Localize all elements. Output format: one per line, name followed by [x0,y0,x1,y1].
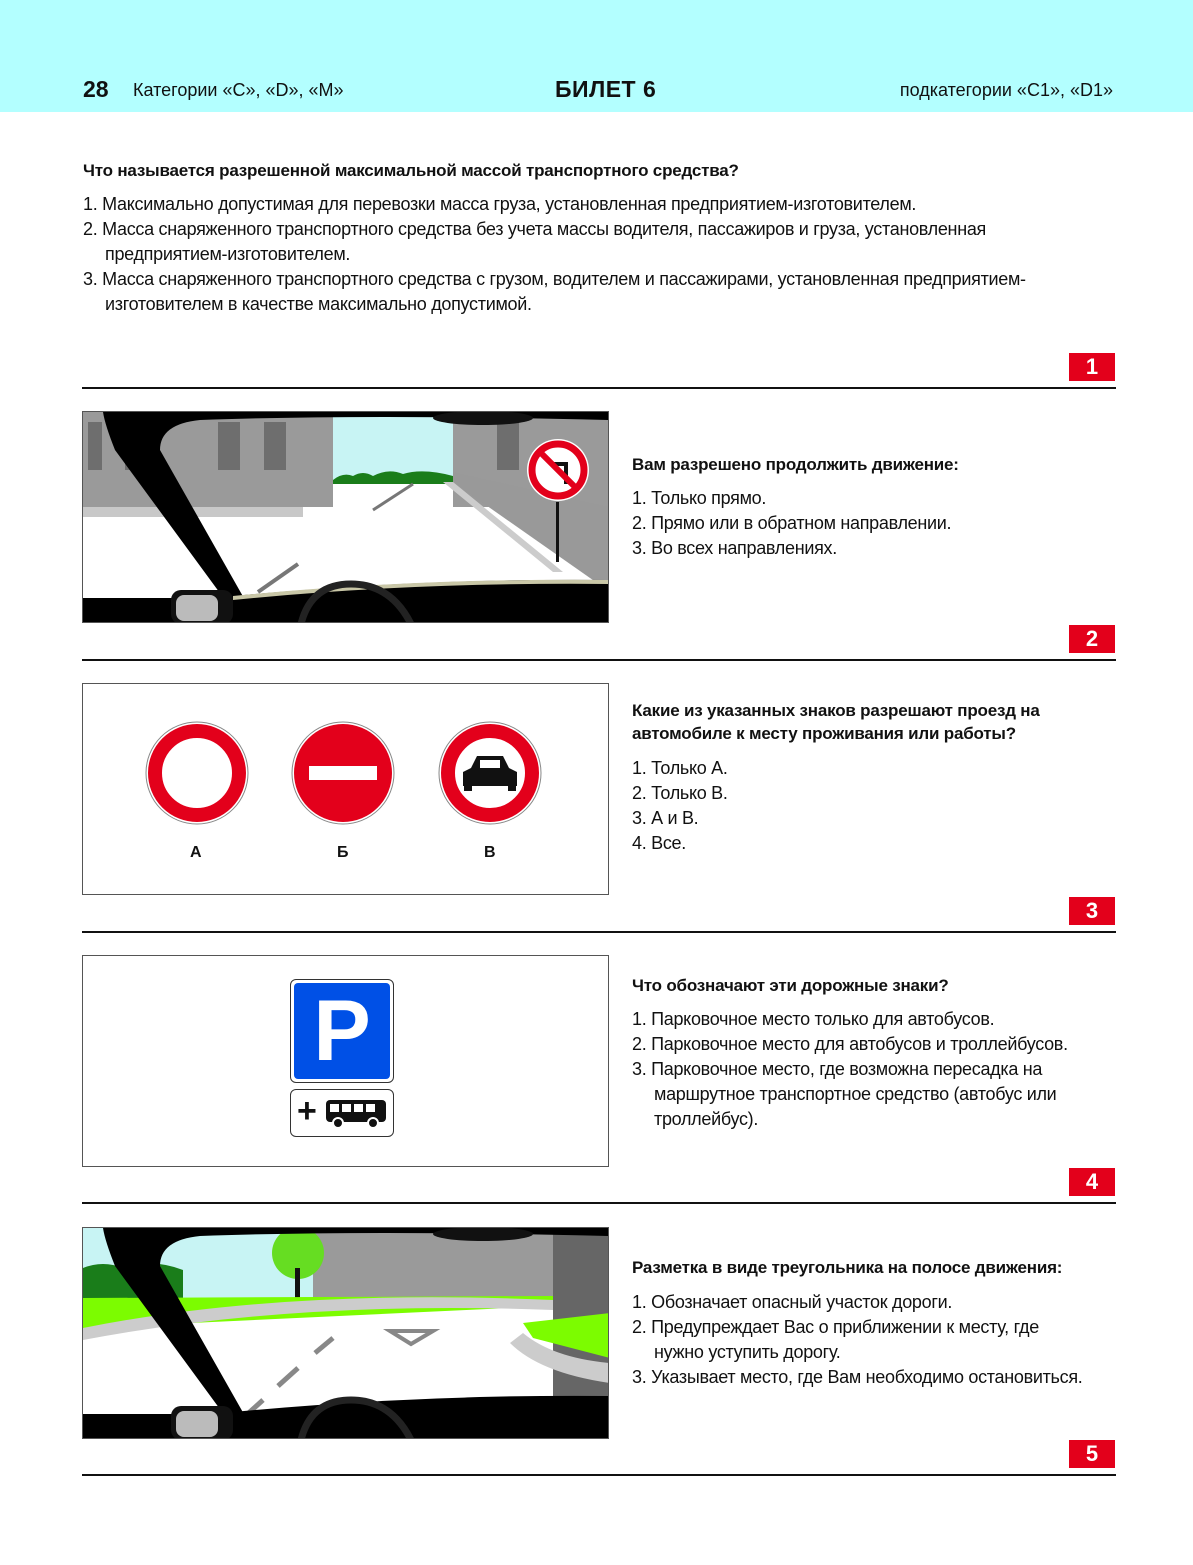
question-5-answers [632,1290,1102,1390]
answer[interactable]: 3. А и В. [632,808,699,828]
answer[interactable]: 3. Во всех направлениях. [632,538,837,558]
no-traffic-sign-icon [146,722,248,824]
question-3-answers [632,756,1102,856]
answer[interactable]: 1. Обозначает опасный участок дороги. [632,1292,953,1312]
parking-letter: P [294,983,390,1079]
question-4-text: Что обозначают эти дорожные знаки? [632,976,949,995]
answer[interactable]: 2. Прямо или в обратном направлении. [632,513,952,533]
answer[interactable]: 3. Масса снаряженного транспортного средства с грузом, водителем и пассажирами, установленная предприятием-изготовителем в качестве максимально допустимой. [83,269,1026,314]
divider [82,387,1116,389]
signs-image [82,683,609,895]
bus-plate-icon [290,1089,394,1137]
answer[interactable]: 4. Все. [632,833,686,853]
answer[interactable]: 2. Предупреждает Вас о приближении к месту, где нужно уступить дорогу. [632,1317,1039,1362]
answer[interactable]: 1. Парковочное место только для автобусов. [632,1009,995,1029]
divider [82,1474,1116,1476]
categories: Категории «C», «D», «M» [133,80,344,100]
question-4-answers [632,1007,1102,1132]
subcategories: подкатегории «C1», «D1» [899,80,1113,100]
question-1-text: Что называется разрешенной максимальной массой транспортного средства? [83,161,739,180]
question-2-answers [632,486,1102,561]
answer[interactable]: 1. Только А. [632,758,728,778]
divider [82,1202,1116,1204]
answer[interactable]: 1. Максимально допустимая для перевозки масса груза, установленная предприятием-изготовителем. [83,194,917,214]
ticket-title: БИЛЕТ 6 [555,76,657,102]
road-scene-image [82,411,609,623]
parking-sign-icon [290,979,394,1083]
divider [82,659,1116,661]
no-cars-sign-icon [439,722,541,824]
question-number-badge: 5 [1069,1440,1115,1468]
no-entry-sign-icon [292,722,394,824]
answer[interactable]: 2. Парковочное место для автобусов и троллейбусов. [632,1034,1068,1054]
answer[interactable]: 2. Только В. [632,783,728,803]
no-left-turn-sign-icon [527,439,589,501]
question-number-badge: 3 [1069,897,1115,925]
divider [82,931,1116,933]
question-3-text: Какие из указанных знаков разрешают проезд на автомобиле к месту проживания или работы? [632,701,1040,743]
question-number-badge: 4 [1069,1168,1115,1196]
parking-signs-image [82,955,609,1167]
page-number: 28 [83,76,109,102]
question-5-text: Разметка в виде треугольника на полосе движения: [632,1258,1063,1277]
sign-label-b: Б [337,844,349,861]
sign-label-a: А [190,844,202,861]
question-2-text: Вам разрешено продолжить движение: [632,455,959,474]
answer[interactable]: 1. Только прямо. [632,488,767,508]
answer[interactable]: 3. Указывает место, где Вам необходимо остановиться. [632,1367,1083,1387]
sign-label-v: В [484,844,496,861]
question-1-answers [83,192,1083,317]
question-number-badge: 2 [1069,625,1115,653]
answer[interactable]: 3. Парковочное место, где возможна пересадка на маршрутное транспортное средство (автобус или троллейбус). [632,1059,1057,1129]
question-number-badge: 1 [1069,353,1115,381]
plate-plus: + [297,1092,317,1130]
answer[interactable]: 2. Масса снаряженного транспортного средства без учета массы водителя, пассажиров и груза, установленная предприятием-изготовителем. [83,219,986,264]
page-header [0,0,1193,112]
road-marking-scene-image [82,1227,609,1439]
